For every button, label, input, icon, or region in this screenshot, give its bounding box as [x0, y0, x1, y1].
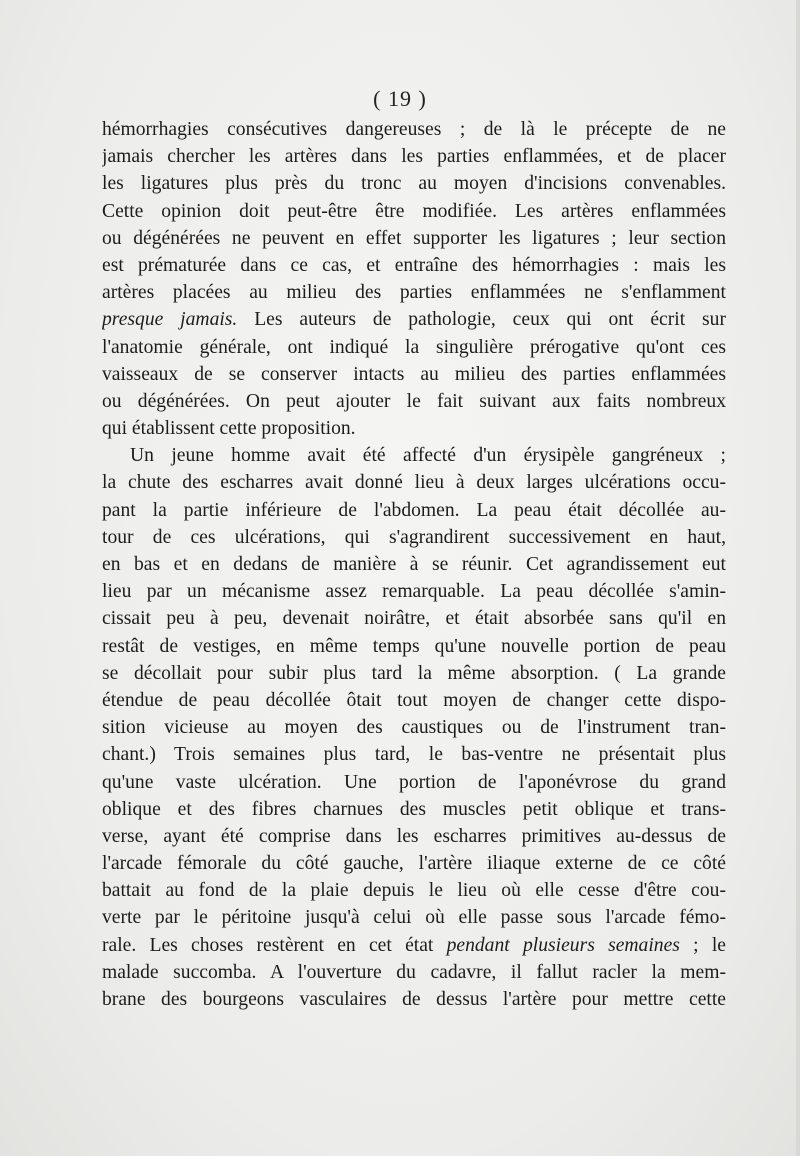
text-line: est prématurée dans ce cas, et entraîne des hémorrhagies : mais les — [102, 254, 726, 276]
italic-phrase: presque jamais. — [102, 309, 238, 331]
text-line: chant.) Trois semaines plus tard, le bas-ventre ne présentait plus — [102, 744, 726, 766]
text-line: Un jeune homme avait été affecté d'un érysipèle gangréneux ; — [130, 445, 726, 467]
text-line-with-italic — [102, 306, 726, 333]
text-line: la chute des escharres avait donné lieu à deux larges ulcérations occu- — [102, 472, 726, 494]
text-line: lieu par un mécanisme assez remarquable. La peau décollée s'amin- — [102, 581, 726, 603]
text-line: oblique et des fibres charnues des muscles petit oblique et trans- — [102, 798, 726, 820]
page-number: ( 19 ) — [373, 86, 427, 111]
line-start: rale. Les choses restèrent en cet état — [102, 934, 447, 956]
text-line: Cette opinion doit peut-être être modifiée. Les artères enflammées — [102, 200, 726, 222]
text-line: étendue de peau décollée ôtait tout moyen de changer cette dispo- — [102, 689, 726, 711]
page-edge-shadow — [796, 0, 800, 1156]
text-line: brane des bourgeons vasculaires de dessus l'artère pour mettre cette — [102, 989, 726, 1010]
line-remainder: Les auteurs de pathologie, ceux qui ont écrit sur — [237, 309, 726, 331]
italic-phrase: pendant plusieurs semaines — [446, 934, 680, 956]
text-line: sition vicieuse au moyen des caustiques ou de l'instrument tran- — [102, 717, 726, 739]
text-line: ou dégénérées ne peuvent en effet supporter les ligatures ; leur section — [102, 227, 726, 249]
text-line: se décollait pour subir plus tard la même absorption. ( La grande — [102, 662, 726, 684]
text-line: restât de vestiges, en même temps qu'une nouvelle portion de peau — [102, 635, 726, 657]
text-line: jamais chercher les artères dans les parties enflammées, et de placer — [102, 146, 726, 168]
text-line: tour de ces ulcérations, qui s'agrandirent successivement en haut, — [102, 526, 726, 548]
text-line: les ligatures plus près du tronc au moyen d'incisions convenables. — [102, 173, 726, 195]
line-remainder: ; le — [679, 934, 726, 956]
text-line: artères placées au milieu des parties enflammées ne s'enflamment — [102, 282, 726, 304]
text-line: pant la partie inférieure de l'abdomen. La peau était décollée au- — [102, 499, 726, 521]
text-line: vaisseaux de se conserver intacts au milieu des parties enflammées — [102, 363, 726, 385]
text-line: qu'une vaste ulcération. Une portion de l'aponévrose du grand — [102, 771, 726, 793]
text-line: ou dégénérées. On peut ajouter le fait suivant aux faits nombreux — [102, 390, 726, 412]
text-line: hémorrhagies consécutives dangereuses ; de là le précepte de ne — [102, 119, 726, 140]
text-line: l'arcade fémorale du côté gauche, l'artère iliaque externe de ce côté — [102, 853, 726, 875]
text-line: l'anatomie générale, ont indiqué la singulière prérogative qu'ont ces — [102, 336, 726, 358]
text-line: malade succomba. A l'ouverture du cadavre, il fallut racler la mem- — [102, 961, 726, 983]
text-line: en bas et en dedans de manière à se réunir. Cet agrandissement eut — [102, 554, 726, 575]
text-line: verse, ayant été comprise dans les escharres primitives au-dessus de — [102, 825, 726, 847]
page-body — [102, 116, 726, 1013]
text-line: battait au fond de la plaie depuis le lieu où elle cesse d'être cou- — [102, 880, 726, 902]
text-line: cissait peu à peu, devenait noirâtre, et était absorbée sans qu'il en — [102, 608, 726, 630]
text-line: verte par le péritoine jusqu'à celui où elle passe sous l'arcade fémo- — [102, 907, 726, 929]
text-line-with-italic — [102, 932, 726, 959]
text-line: qui établissent cette proposition. — [102, 418, 356, 440]
